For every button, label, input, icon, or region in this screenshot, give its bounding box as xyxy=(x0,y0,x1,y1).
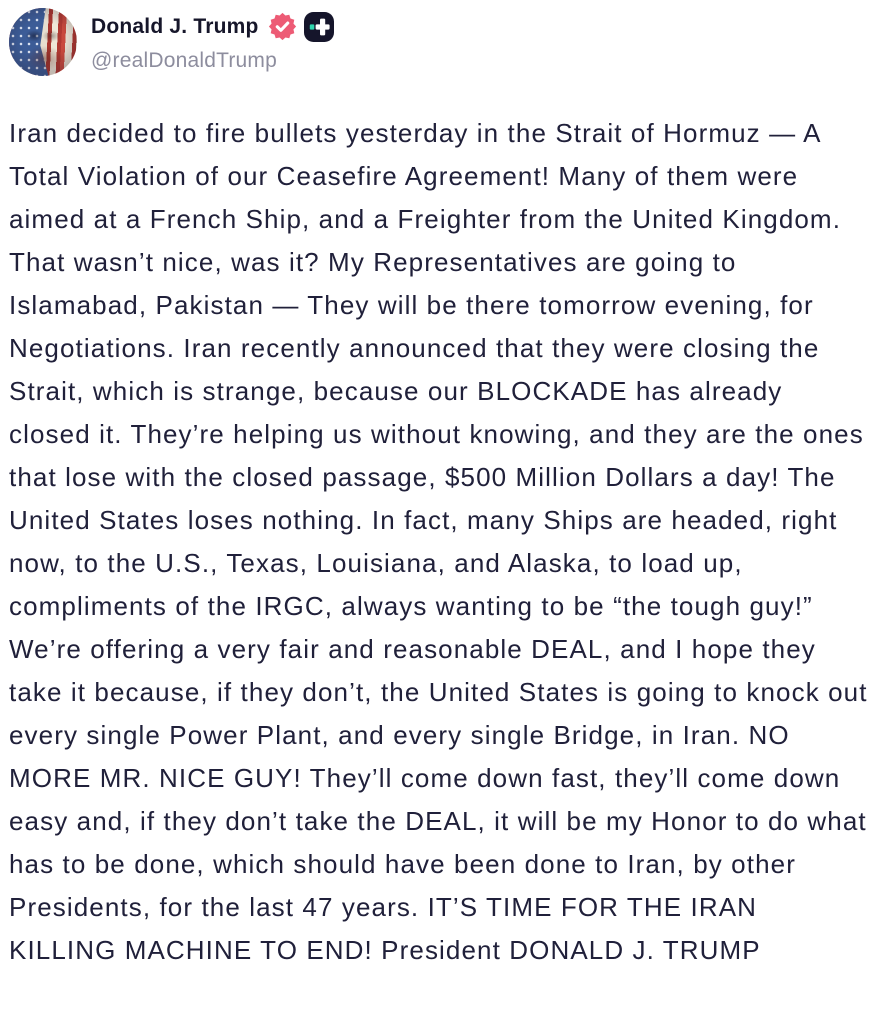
author-name-row xyxy=(91,12,334,42)
post-header xyxy=(9,8,870,76)
truth-plus-badge-icon xyxy=(304,12,334,42)
user-handle[interactable]: @realDonaldTrump xyxy=(91,48,277,72)
author-identity xyxy=(91,12,334,73)
avatar[interactable] xyxy=(9,8,77,76)
display-name[interactable]: Donald J. Trump xyxy=(91,14,259,38)
post-body-text: Iran decided to fire bullets yesterday in the Strait of Hormuz — A Total Violation of our Ceasefire Agreement! Many of them were aimed at a French Ship, and a Freighter from the United Kingdom. That wasn’t nice, was it? My Representatives are going to Islamabad, Pakistan — They will be there tomorrow evening, for Negotiations. Iran recently announced that they were closing the Strait, which is strange, because our BLOCKADE has already closed it. They’re helping us without knowing, and they are the ones that lose with the closed passage, $500 Million Dollars a day! The United States loses nothing. In fact, many Ships are headed, right now, to the U.S., Texas, Louisiana, and Alaska, to load up, compliments of the IRGC, always wanting to be “the tough guy!” We’re offering a very fair and reasonable DEAL, and I hope they take it because, if they don’t, the United States is going to knock out every single Power Plant, and every single Bridge, in Iran. NO MORE MR. NICE GUY! They’ll come down fast, they’ll come down easy and, if they don’t take the DEAL, it will be my Honor to do what has to be done, which should have been done to Iran, by other Presidents, for the last 47 years. IT’S TIME FOR THE IRAN KILLING MACHINE TO END! President DONALD J. TRUMP xyxy=(9,118,868,965)
verified-badge-icon xyxy=(268,12,297,41)
